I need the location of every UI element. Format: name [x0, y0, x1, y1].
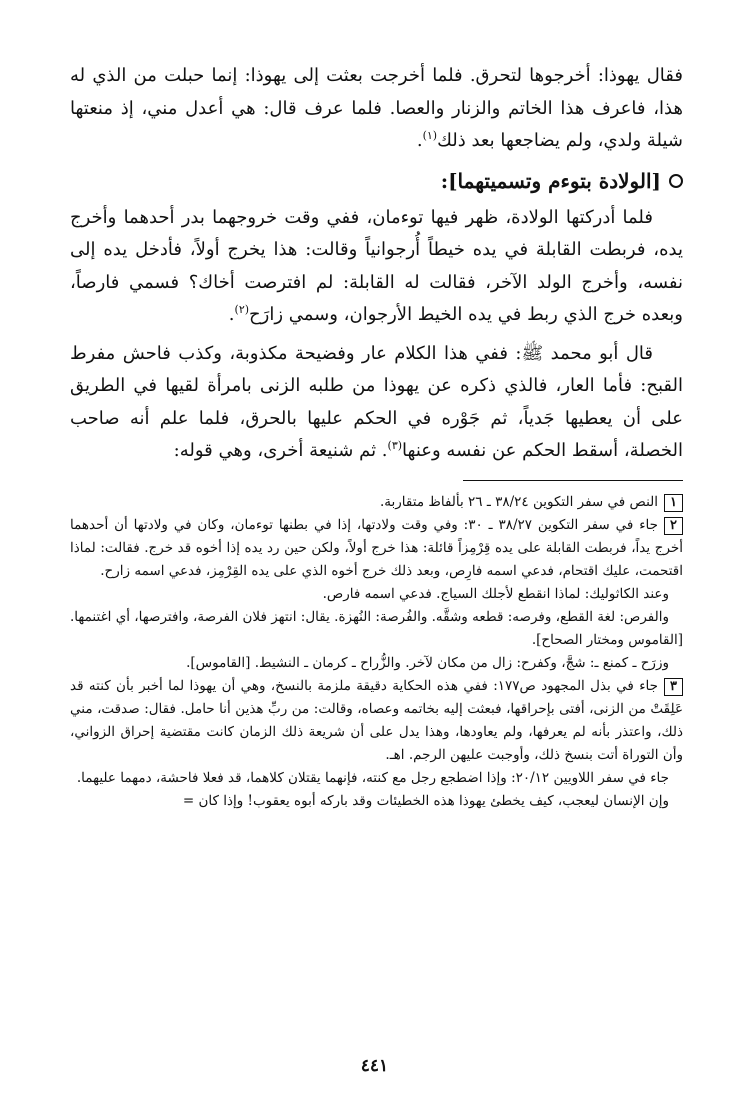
page-number: ٤٤١	[360, 1056, 389, 1076]
footnote-marker-3: ٣	[664, 678, 683, 696]
footnote-marker-2: ٢	[664, 517, 683, 535]
paragraph-text: قال أبو محمد ﷺ: ففي هذا الكلام عار وفضيحة مكذوبة، وكذب فاحش مفرط القبح: فأما العار، فالذي ذكره عن يهوذا من طلبه الزنى بامرأة لقيها في الطريق على أن يعطيها جَدياً، ثم جَوْره في الحكم عليها بالحرق، فلما علم أنه صاحب الخصلة، أسقط الحكم عن نفسه وعنها	[70, 342, 683, 461]
footnote-ref-1: (١)	[422, 129, 438, 142]
footnote-text: جاء في بذل المجهود ص١٧٧: ففي هذه الحكاية دقيقة ملزمة بالنسخ، وهي أن يهوذا لما أخبر بأن كنته قد عَلِقَتْ من الزنى، أفتى بإحراقها، فبعثت إليه بخاتمه وعصاه، وقالت: من ربِّ هذين أنا حامل. فقال: صدقت، مني ذلك، واعتذر بأنه لم يعرفها، ولم يعاودها، وهذا يدل على أن شريعة ذلك الزمان كانت مقتضية إحراق الزواني، وأن التوراة أتت بنسخ ذلك، وأوجبت عليهن الرجم. اهـ.	[70, 677, 683, 763]
footnote-1	[70, 491, 683, 514]
paragraph-text: فلما أدركتها الولادة، ظهر فيها توءمان، ففي وقت خروجهما بدر أحدهما وأخرج يده، فربطت القابلة في يده خيطاً أُرجوانياً وقالت: هذا يخرج أولاً، فأدخل يده إلى نفسه، وأخرج الولد الآخر، فقالت له القابلة: لم افترصت أخاك؟ فسمي فارصاً، وبعده خرج الذي ربط في يده الخيط الأرجوان، وسمي زارَح	[70, 206, 683, 325]
footnote-text: جاء في سفر التكوين ٣٨/٢٧ ـ ٣٠: وفي وقت ولادتها، إذا في بطنها توءمان، وكان في ولادتها أن أحدهما أخرج يداً، فربطت القابلة على يده قِرْمِزاً قائلة: هذا خرج أولاً، ولكن حين رد يده إذا أخوه قد خرج. فقالت: لماذا اقتحمت، عليك اقتحام، فدعي اسمه فارِص، وبعد ذلك خرج أخوه الذي على يده القِرْمِز، فدعي اسمه زارح.	[70, 516, 683, 579]
footnote-2	[70, 514, 683, 583]
paragraph-judah-verdict	[70, 60, 683, 158]
paragraph-end: .	[416, 130, 423, 151]
footnote-3-leviticus: جاء في سفر اللاويين ٢٠/١٢: وإذا اضطجع رجل مع كنته، فإنهما يقتلان كلاهما، قد فعلا فاحشة، دمهما عليهما.	[76, 769, 669, 786]
footnote-text: النص في سفر التكوين ٣٨/٢٤ ـ ٢٦ بألفاظ متقاربة.	[380, 493, 659, 510]
footnote-3	[70, 675, 683, 767]
footnote-2-catholic: وعند الكاثوليك: لماذا انقطع لأجلك السياج. فدعي اسمه فارص.	[322, 585, 669, 602]
paragraph-end: .	[228, 304, 235, 325]
footnote-2-fars: والفرص: لغة القطع، وفرصه: قطعه وشقَّه. والفُرصة: النُهزة. يقال: انتهز فلان الفرصة، وافترصها، أي اغتنمها. [القاموس ومختار الصحاح].	[70, 608, 683, 648]
section-heading-text: [الولادة بتوءم وتسميتهما]:	[440, 168, 661, 193]
footnote-ref-2: (٢)	[234, 303, 250, 316]
paragraph-twins-birth	[70, 202, 683, 332]
footnote-2-zarh: وزرَح ـ كمنع ـ: شجَّ، وكفرح: زال من مكان لآخر. والزُّراح ـ كرمان ـ النشيط. [القاموس].	[186, 654, 669, 671]
footnote-separator	[463, 480, 683, 481]
footnote-ref-3: (٣)	[387, 439, 403, 452]
paragraph-end: . ثم شنيعة أخرى، وهي قوله:	[173, 440, 388, 461]
section-heading	[70, 164, 683, 198]
footnote-3-continued: وإن الإنسان ليعجب، كيف يخطئ يهوذا هذه الخطيئات وقد باركه أبوه يعقوب! وإذا كان =	[182, 792, 669, 809]
bullet-circle-icon	[669, 174, 683, 188]
paragraph-text: فقال يهوذا: أخرجوها لتحرق. فلما أخرجت بعثت إلى يهوذا: إنما حبلت من الذي له هذا، فاعرف هذا الخاتم والزنار والعصا. فلما عرف قال: هي أعدل مني، إذ منعتها شيلة ولدي، ولم يضاجعها بعد ذلك	[70, 65, 683, 151]
paragraph-commentary	[70, 338, 683, 468]
footnote-marker-1: ١	[664, 494, 683, 512]
